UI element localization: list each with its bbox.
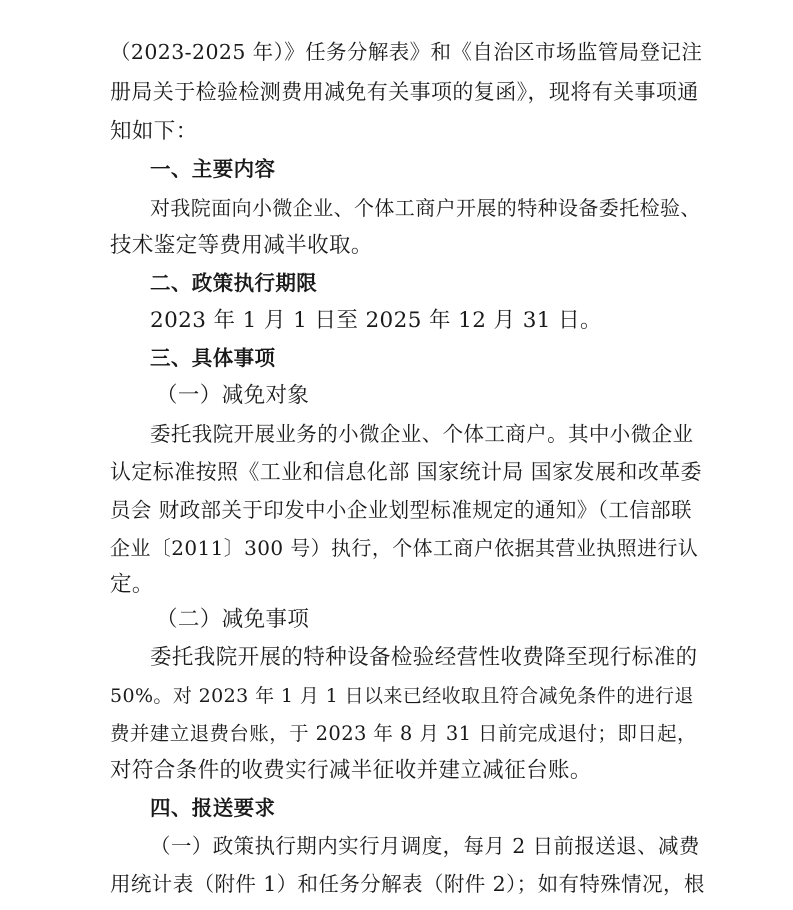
body-text-line: 2023 年 1 月 1 日至 2025 年 12 月 31 日。 bbox=[150, 308, 602, 333]
section-heading: 一、主要内容 bbox=[150, 157, 276, 181]
body-text-line: 对我院面向小微企业、个体工商户开展的特种设备委托检验、 bbox=[150, 196, 701, 220]
subsection-heading: （一）减免对象 bbox=[156, 383, 310, 408]
body-text-line: 委托我院开展的特种设备检验经营性收费降至现行标准的 bbox=[150, 645, 698, 670]
body-text-line: （2023-2025 年）》任务分解表》和《自治区市场监管局登记注 bbox=[110, 40, 703, 64]
body-text-line: 技术鉴定等费用减半收取。 bbox=[110, 233, 373, 258]
body-text-line: 委托我院开展业务的小微企业、个体工商户。其中小微企业 bbox=[150, 422, 694, 446]
body-text-line: 企业〔2011〕300 号）执行，个体工商户依据其营业执照进行认 bbox=[110, 536, 699, 560]
body-text-line: 费并建立退费台账，于 2023 年 8 月 31 日前完成退付；即日起， bbox=[110, 722, 697, 745]
body-text-line: 50%。对 2023 年 1 月 1 日以来已经收取且符合减免条件的进行退 bbox=[110, 685, 694, 707]
section-heading: 四、报送要求 bbox=[150, 796, 276, 820]
subsection-heading: （二）减免事项 bbox=[156, 607, 310, 632]
body-text-line: 员会 财政部关于印发中小企业划型标准规定的通知》（工信部联 bbox=[110, 498, 692, 522]
body-text-line: 册局关于检验检测费用减免有关事项的复函》，现将有关事项通 bbox=[110, 80, 699, 104]
section-heading: 三、具体事项 bbox=[150, 346, 276, 370]
section-heading: 二、政策执行期限 bbox=[150, 271, 318, 295]
body-text-line: （一）政策执行期内实行月调度，每月 2 日前报送退、减费 bbox=[150, 834, 700, 858]
body-text-line: 认定标准按照《工业和信息化部 国家统计局 国家发展和改革委 bbox=[110, 460, 702, 484]
body-text-line: 用统计表（附件 1）和任务分解表（附件 2）；如有特殊情况，根 bbox=[110, 872, 705, 896]
body-text-line: 对符合条件的收费实行减半征收并建立减征台账。 bbox=[110, 758, 592, 783]
body-text-line: 知如下： bbox=[110, 119, 198, 144]
body-text-line: 定。 bbox=[110, 572, 154, 597]
